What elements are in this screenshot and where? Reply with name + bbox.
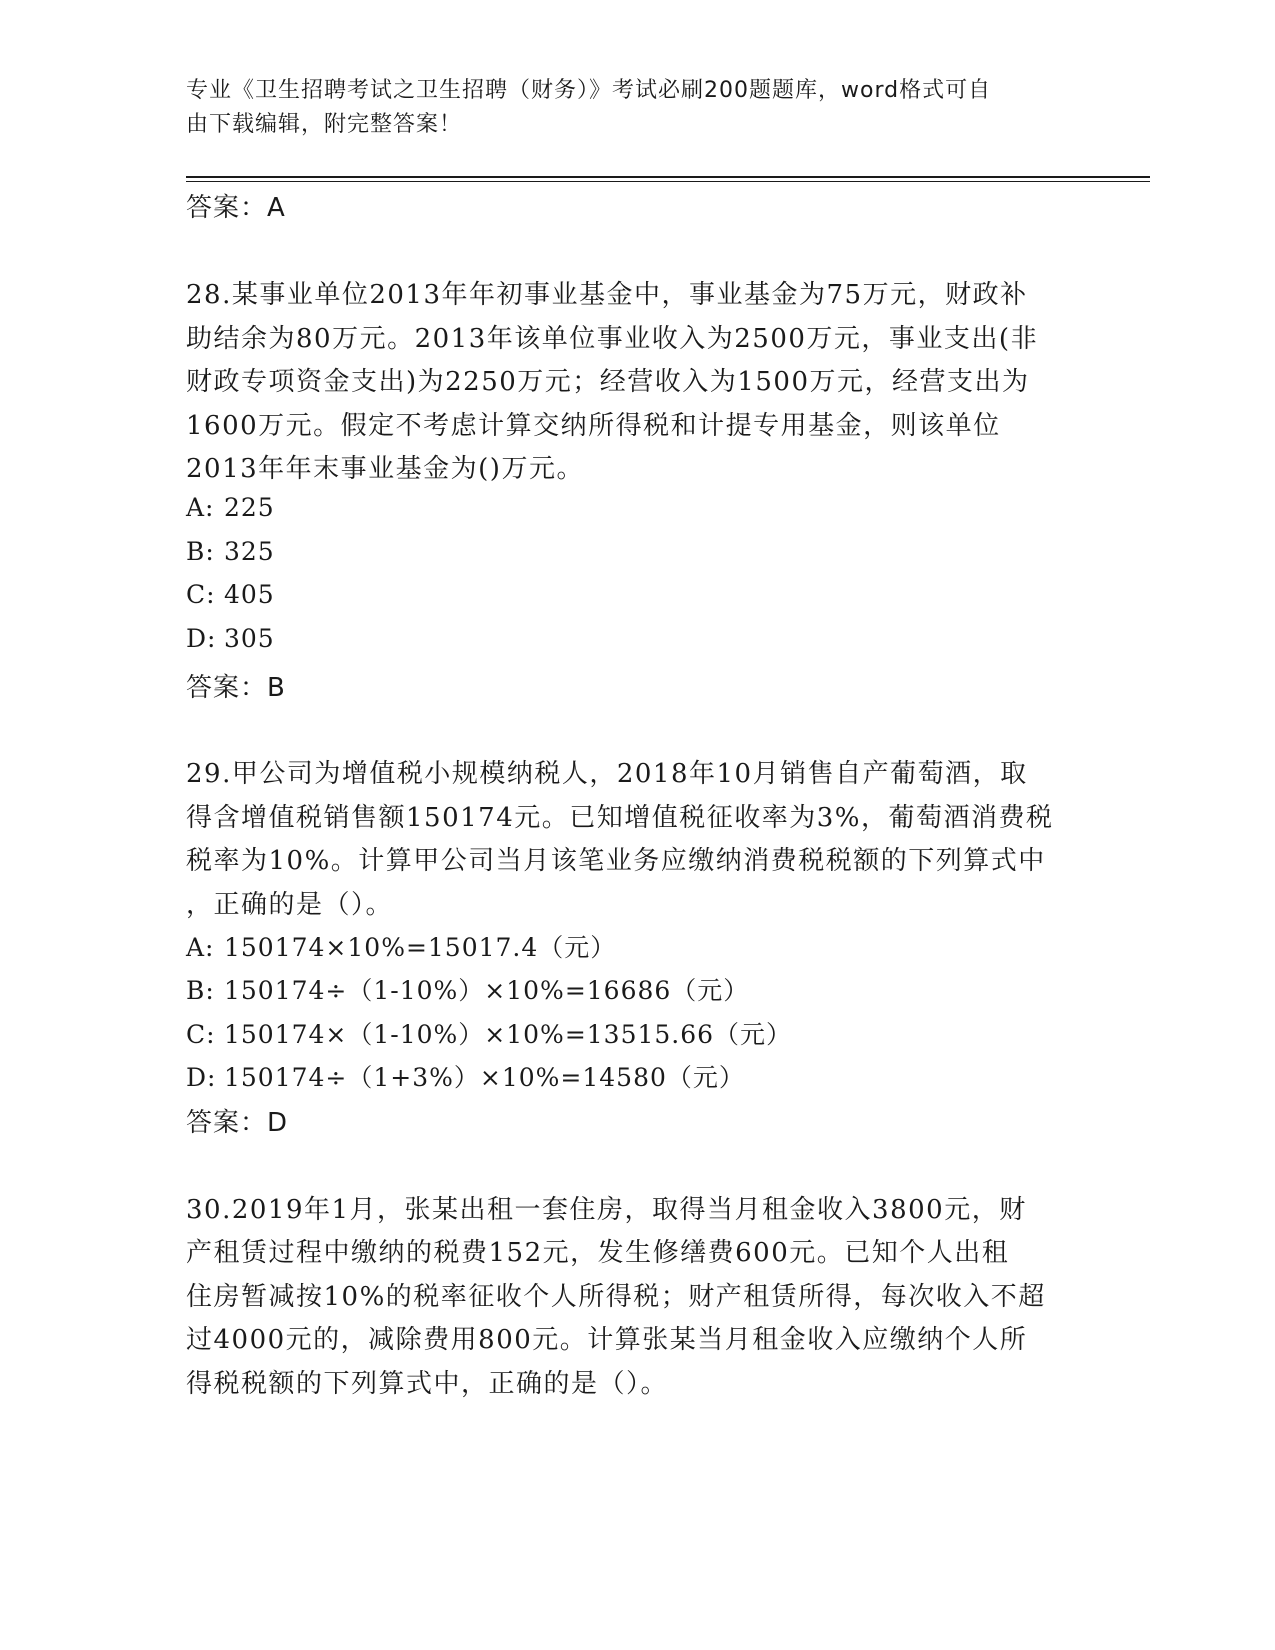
- option-text: 305: [224, 624, 275, 653]
- question-29-line-2: 得含增值税销售额150174元。已知增值税征收率为3%，葡萄酒消费税: [186, 803, 1054, 833]
- option-key: B:: [186, 976, 215, 1005]
- option-key: D:: [186, 624, 217, 653]
- option-key: D:: [186, 1063, 217, 1092]
- question-28-option-a: [186, 493, 275, 522]
- question-28-line-5: 2013年年末事业基金为()万元。: [186, 454, 584, 484]
- header-divider-thin: [186, 181, 1150, 182]
- previous-answer: 答案：A: [186, 193, 286, 223]
- question-28-option-b: [186, 537, 275, 566]
- option-key: A:: [186, 933, 215, 962]
- option-key: C:: [186, 1020, 216, 1049]
- option-text: 225: [224, 493, 275, 522]
- question-29-line-1: 29.甲公司为增值税小规模纳税人，2018年10月销售自产葡萄酒，取: [186, 759, 1028, 789]
- question-29-answer: 答案：D: [186, 1108, 289, 1138]
- option-text: 150174÷（1+3%）×10%=14580（元）: [224, 1063, 745, 1092]
- option-key: A:: [186, 493, 215, 522]
- question-28-line-3: 财政专项资金支出)为2250万元；经营收入为1500万元，经营支出为: [186, 367, 1030, 397]
- question-30-line-3: 住房暂减按10%的税率征收个人所得税；财产租赁所得，每次收入不超: [186, 1282, 1046, 1312]
- question-29-option-b: [186, 971, 749, 1007]
- header-line-2: 由下载编辑，附完整答案！: [186, 112, 463, 137]
- question-30-line-5: 得税税额的下列算式中，正确的是（）。: [186, 1369, 669, 1399]
- question-28-line-4: 1600万元。假定不考虑计算交纳所得税和计提专用基金，则该单位: [186, 411, 1001, 441]
- option-text: 150174÷（1-10%）×10%=16686（元）: [224, 976, 750, 1005]
- question-29-line-3: 税率为10%。计算甲公司当月该笔业务应缴纳消费税税额的下列算式中: [186, 846, 1046, 876]
- header-line-1: 专业《卫生招聘考试之卫生招聘（财务）》考试必刷200题题库，word格式可自: [186, 78, 992, 103]
- question-29-option-a: [186, 928, 616, 964]
- option-text: 150174×10%=15017.4（元）: [224, 933, 617, 962]
- question-29-option-c: [186, 1015, 792, 1051]
- question-30-line-1: 30.2019年1月，张某出租一套住房，取得当月租金收入3800元，财: [186, 1195, 1027, 1225]
- question-29-option-d: [186, 1058, 745, 1094]
- header-divider-thick: [186, 176, 1150, 178]
- option-key: B:: [186, 537, 215, 566]
- option-text: 325: [224, 537, 275, 566]
- option-text: 405: [224, 580, 275, 609]
- question-28-line-2: 助结余为80万元。2013年该单位事业收入为2500万元，事业支出(非: [186, 324, 1039, 354]
- question-29-line-4: ，正确的是（）。: [186, 890, 394, 920]
- option-text: 150174×（1-10%）×10%=13515.66（元）: [224, 1020, 793, 1049]
- question-30-line-4: 过4000元的，减除费用800元。计算张某当月租金收入应缴纳个人所: [186, 1325, 1028, 1355]
- question-28-answer: 答案：B: [186, 673, 286, 703]
- question-28-line-1: 28.某事业单位2013年年初事业基金中，事业基金为75万元，财政补: [186, 280, 1028, 310]
- question-28-option-c: [186, 580, 275, 609]
- question-30-line-2: 产租赁过程中缴纳的税费152元，发生修缮费600元。已知个人出租: [186, 1238, 1010, 1268]
- option-key: C:: [186, 580, 216, 609]
- document-header: [186, 74, 1066, 142]
- question-28-option-d: [186, 624, 275, 653]
